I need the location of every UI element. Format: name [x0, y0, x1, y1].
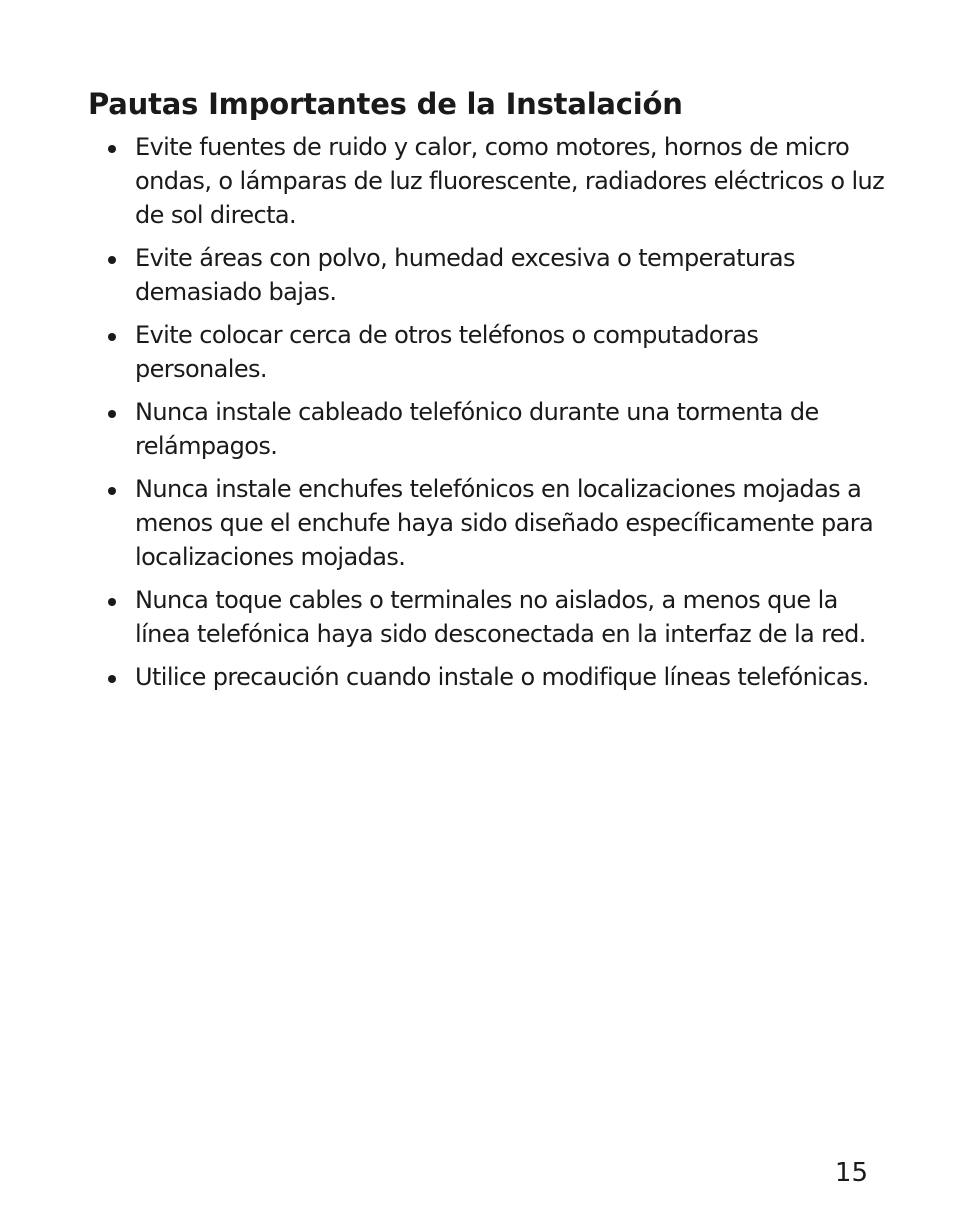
bullet-icon	[108, 675, 116, 683]
page-title: Pautas Importantes de la Instalación	[88, 87, 683, 121]
list-item-text: Nunca toque cables o terminales no aislados, a menos que la línea telefónica haya sido desconectada en la interfaz de la red.	[135, 586, 866, 648]
bullet-icon	[108, 145, 116, 153]
page-number: 15	[834, 1158, 868, 1188]
bullet-icon	[108, 256, 116, 264]
list-item-text: Nunca instale cableado telefónico durante una tormenta de relámpagos.	[135, 398, 819, 460]
guidelines-list	[108, 130, 888, 703]
list-item-text: Nunca instale enchufes telefónicos en localizaciones mojadas a menos que el enchufe haya sido diseñado específicamente para localizaciones mojadas.	[135, 475, 874, 571]
bullet-icon	[108, 598, 116, 606]
list-item-text: Utilice precaución cuando instale o modifique líneas telefónicas.	[135, 663, 869, 691]
list-item	[108, 583, 888, 651]
list-item	[108, 318, 888, 386]
bullet-icon	[108, 333, 116, 341]
list-item	[108, 395, 888, 463]
list-item-text: Evite fuentes de ruido y calor, como motores, hornos de micro ondas, o lámparas de luz fluorescente, radiadores eléctricos o luz de sol directa.	[135, 133, 885, 229]
list-item	[108, 472, 888, 574]
list-item-text: Evite colocar cerca de otros teléfonos o computadoras personales.	[135, 321, 759, 383]
list-item	[108, 130, 888, 232]
bullet-icon	[108, 410, 116, 418]
list-item	[108, 660, 888, 694]
bullet-icon	[108, 487, 116, 495]
list-item	[108, 241, 888, 309]
list-item-text: Evite áreas con polvo, humedad excesiva o temperaturas demasiado bajas.	[135, 244, 795, 306]
